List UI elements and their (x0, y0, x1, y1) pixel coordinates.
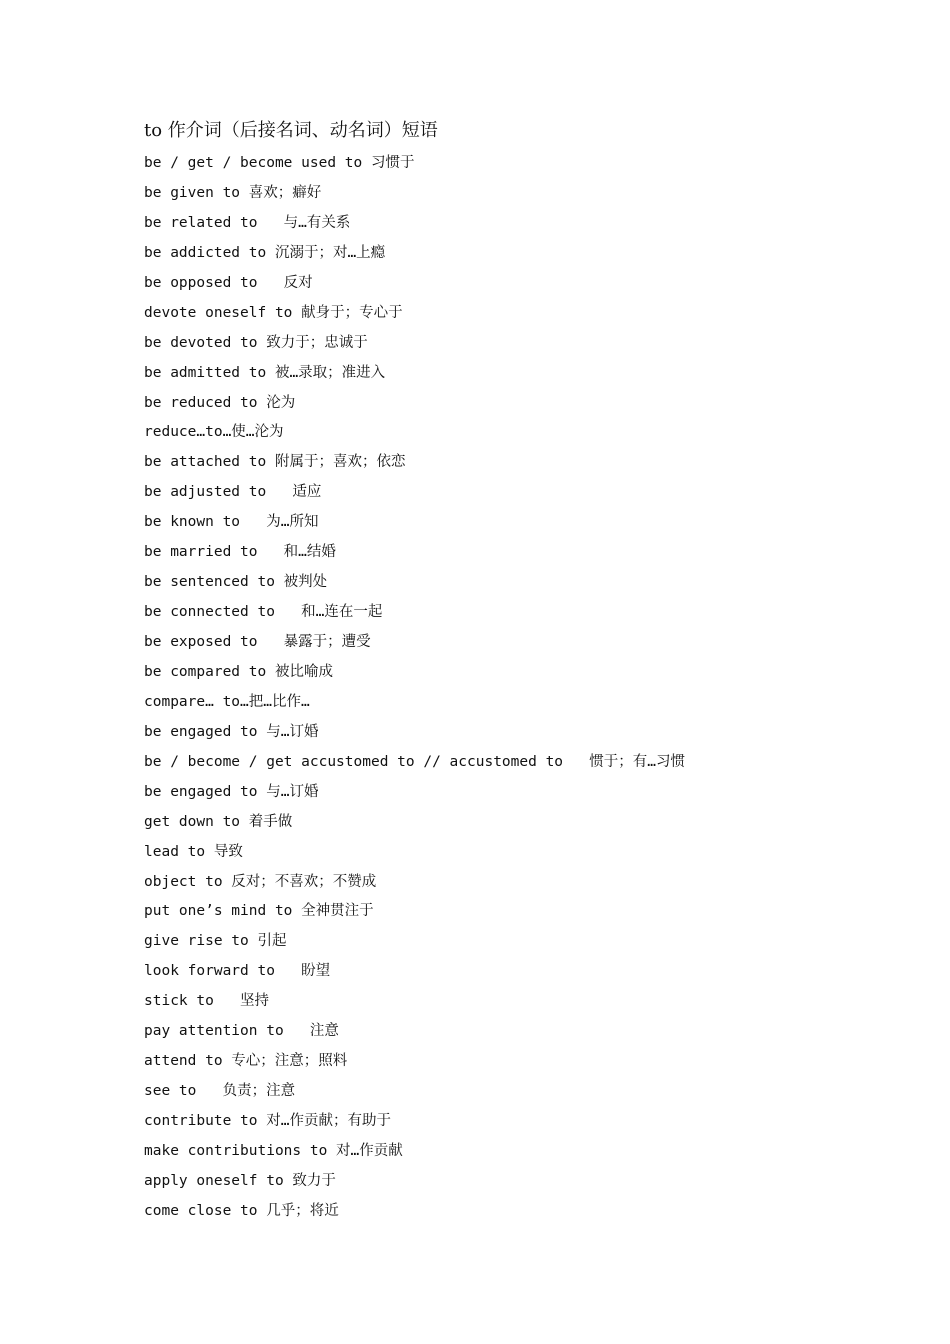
phrase-item: come close to 几乎；将近 (144, 1202, 339, 1219)
phrase-list (144, 148, 904, 1226)
phrase-item: lead to 导致 (144, 843, 243, 860)
phrase-item: give rise to 引起 (144, 933, 287, 950)
phrase-item: reduce…to…使…沦为 (144, 424, 284, 441)
phrase-item: see to 负责；注意 (144, 1083, 296, 1100)
phrase-item: be opposed to 反对 (144, 274, 313, 291)
phrase-item: be / get / become used to 习惯于 (144, 155, 415, 171)
phrase-item: be compared to 被比喻成 (144, 663, 333, 680)
phrase-item: get down to 着手做 (144, 813, 293, 830)
phrase-item: attend to 专心；注意；照料 (144, 1053, 348, 1070)
phrase-item: be engaged to 与…订婚 (144, 723, 319, 740)
phrase-item: be reduced to 沦为 (144, 394, 296, 411)
phrase-item: put one’s mind to 全神贯注于 (144, 903, 374, 920)
phrase-item: be exposed to 暴露于；遭受 (144, 634, 371, 650)
phrase-item: be addicted to 沉溺于；对…上瘾 (144, 244, 386, 261)
phrase-item: stick to 坚持 (144, 993, 270, 1010)
phrase-item: devote oneself to 献身于；专心于 (144, 304, 403, 321)
phrase-item: be married to 和…结婚 (144, 544, 336, 561)
phrase-item: be related to 与…有关系 (144, 214, 351, 231)
phrase-item: be admitted to 被…录取；准进入 (144, 364, 386, 381)
phrase-item: be sentenced to 被判处 (144, 574, 328, 591)
phrase-item: make contributions to 对…作贡献 (144, 1142, 403, 1159)
phrase-item: apply oneself to 致力于 (144, 1172, 336, 1189)
document-body (144, 118, 904, 1226)
document-title: to 作介词（后接名词、动名词）短语 (144, 120, 438, 141)
phrase-item: look forward to 盼望 (144, 963, 331, 980)
phrase-item: be / become / get accustomed to // accustomed to 惯于；有…习惯 (144, 753, 685, 770)
phrase-item: be devoted to 致力于；忠诚于 (144, 334, 368, 351)
phrase-item: object to 反对；不喜欢；不赞成 (144, 873, 377, 890)
phrase-item: compare… to…把…比作… (144, 693, 310, 710)
phrase-item: be given to 喜欢；癖好 (144, 184, 322, 201)
phrase-item: be known to 为…所知 (144, 514, 319, 531)
phrase-item: be connected to 和…连在一起 (144, 604, 383, 621)
phrase-item: be engaged to 与…订婚 (144, 783, 319, 800)
phrase-item: be attached to 附属于；喜欢；依恋 (144, 454, 406, 471)
phrase-item: pay attention to 注意 (144, 1023, 339, 1040)
phrase-item: contribute to 对…作贡献；有助于 (144, 1113, 391, 1129)
phrase-item: be adjusted to 适应 (144, 484, 322, 501)
